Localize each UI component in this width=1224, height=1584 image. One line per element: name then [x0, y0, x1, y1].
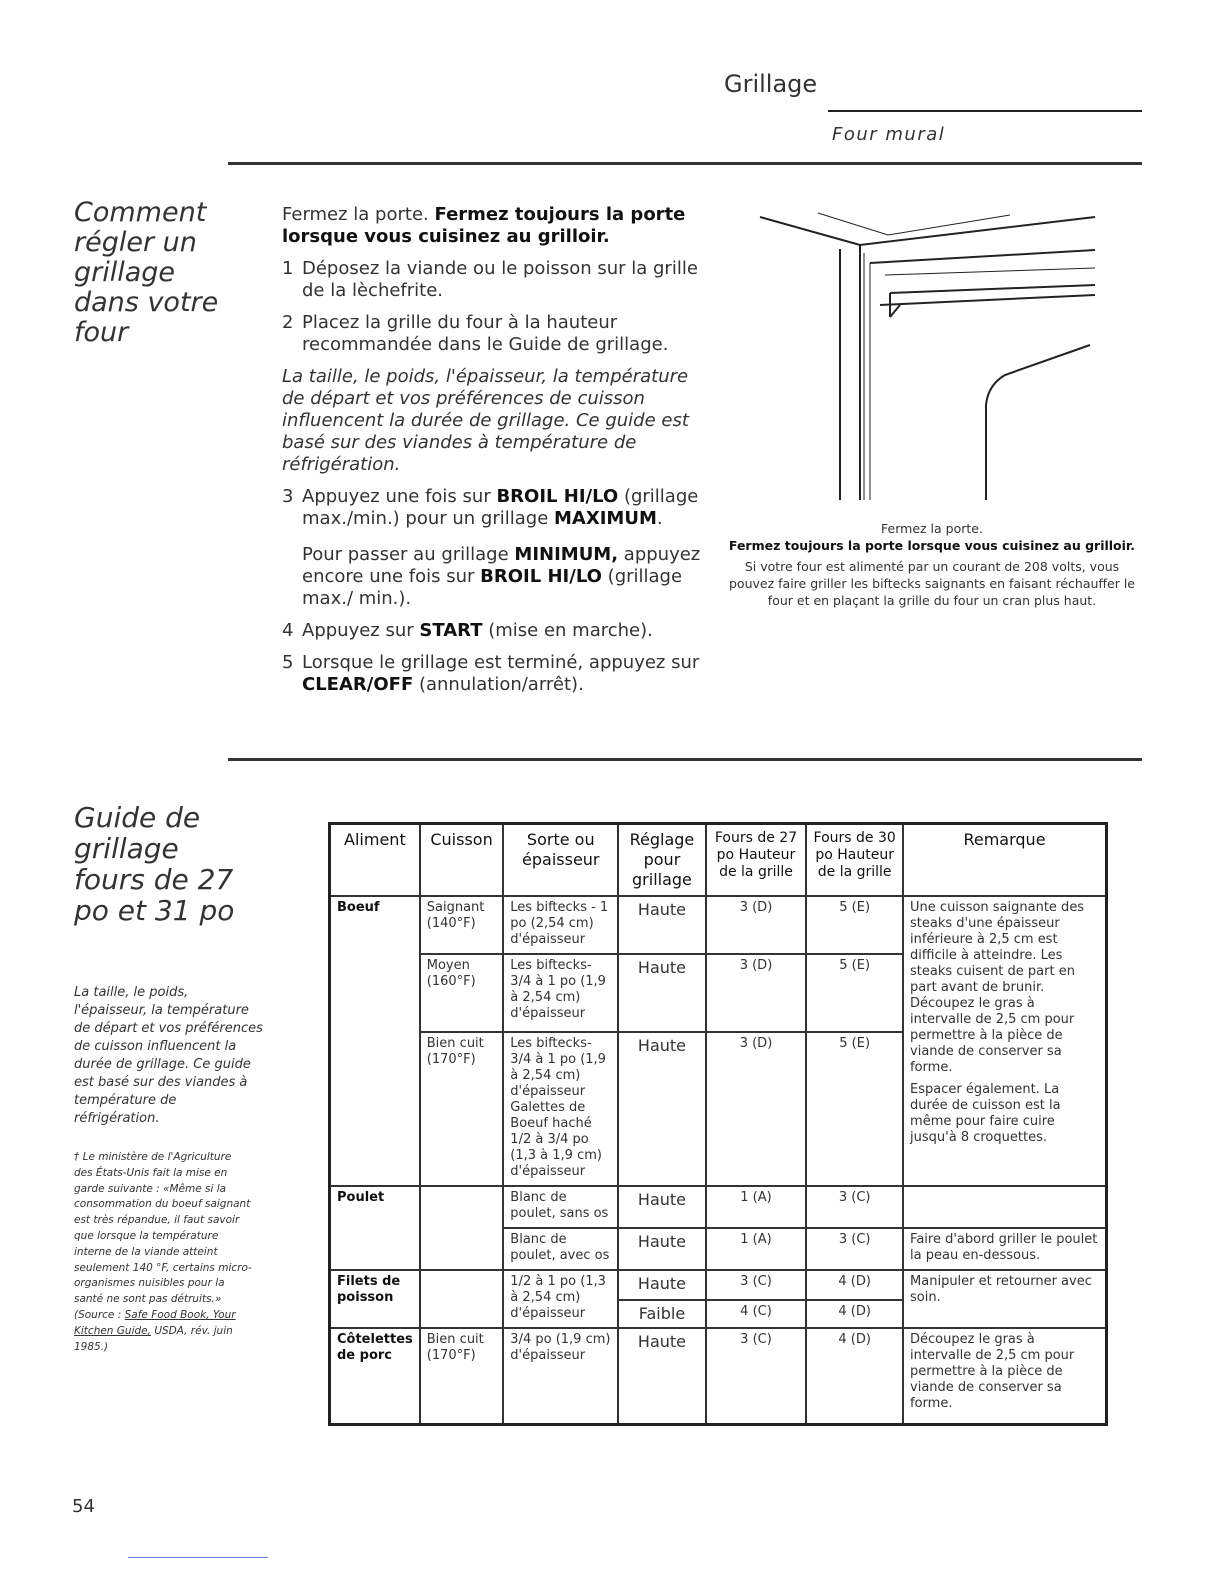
- col-aliment: Aliment: [330, 824, 420, 897]
- step-2: 2 Placez la grille du four à la hauteur recommandée dans le Guide de grillage.: [282, 312, 669, 355]
- broil-instructions: [282, 204, 702, 706]
- food-label: Boeuf: [330, 896, 420, 1186]
- table-row: Blanc de poulet, avec os Haute 1 (A) 3 (C) Faire d'abord griller le poulet la peau en-dessous.: [330, 1228, 1107, 1270]
- col-fours-27: Fours de 27 po Hauteur de la grille: [706, 824, 807, 897]
- table-row: Côtelettes de porc Bien cuit (170°F) 3/4 po (1,9 cm) d'épaisseur Haute 3 (C) 4 (D) Découpez le gras à intervalle de 2,5 cm pour permettre à la pièce de viande de conserver sa forme.: [330, 1328, 1107, 1424]
- step-3-minimum: Pour passer au grillage MINIMUM, appuyez encore une fois sur BROIL HI/LO (grillage max./ min.).: [302, 544, 701, 609]
- remarque-cell: Une cuisson saignante des steaks d'une épaisseur inférieure à 2,5 cm est difficile à atteindre. Les steaks cuisent de part en part avant de brunir. Découpez le gras à intervalle de 2,5 cm pour permettre à la pièce de viande de conserver sa forme. Espacer également. La durée de cuisson est la même pour faire cuire jusqu'à 8 croquettes.: [903, 896, 1106, 1186]
- table-row: Bien cuit (170°F) Les biftecks- 3/4 à 1 po (1,9 à 2,54 cm) d'épaisseur Galettes de Boeuf haché 1/2 à 3/4 po (1,3 à 1,9 cm) d'épaisseur Haute 3 (D) 5 (E): [330, 1032, 1107, 1186]
- page-number: 54: [72, 1496, 95, 1517]
- food-label: Filets de poisson: [330, 1270, 420, 1328]
- page-section-title: Grillage: [724, 70, 818, 98]
- section-divider: [228, 758, 1142, 761]
- page-subtitle: Four mural: [832, 124, 946, 145]
- oven-door-illustration: [740, 205, 1110, 510]
- col-reglage: Réglage pour grillage: [618, 824, 705, 897]
- table-row: Filets de poisson 1/2 à 1 po (1,3 à 2,54 cm) d'épaisseur Haute 3 (C) 4 (D) Manipuler et retourner avec soin.: [330, 1270, 1107, 1300]
- illustration-caption: Fermez la porte. Fermez toujours la porte lorsque vous cuisinez au grilloir. Si votre four est alimenté par un courant de 208 volts, vous pouvez faire griller les biftecks saignants en faisant réchauffer le four et en plaçant la grille du four un cran plus haut.: [728, 521, 1136, 608]
- broil-time-note: La taille, le poids, l'épaisseur, la température de départ et vos préférences de cuisson influencent la durée de grillage. Ce guide est basé sur des viandes à température de réfrigération.: [282, 366, 689, 475]
- col-sorte: Sorte ou épaisseur: [503, 824, 618, 897]
- col-cuisson: Cuisson: [420, 824, 504, 897]
- broil-guide-table: [328, 822, 1108, 1426]
- section-heading-broil-guide: Guide de grillage fours de 27 po et 31 po: [74, 801, 235, 927]
- source-link: Safe Food Book, Your Kitchen Guide,: [74, 1308, 236, 1337]
- table-header-row: [330, 824, 1107, 897]
- header-rule: [828, 110, 1142, 112]
- bottom-rule: [128, 1557, 268, 1558]
- guide-side-note: La taille, le poids, l'épaisseur, la température de départ et vos préférences de cuisson influencent la durée de grillage. Ce guide est basé sur des viandes à température de réfrigération.: [74, 985, 263, 1126]
- step-3: 3 Appuyez une fois sur BROIL HI/LO (grillage max./min.) pour un grillage MAXIMUM.: [282, 486, 699, 529]
- table-row: Boeuf Saignant (140°F) Les biftecks - 1 po (2,54 cm) d'épaisseur Haute 3 (D) 5 (E) Une cuisson saignante des steaks d'une épaisseur inférieure à 2,5 cm est difficile à atteindre. Les steaks cuisent de part en part avant de brunir. Découpez le gras à intervalle de 2,5 cm pour permettre à la pièce de viande de conserver sa forme. Espacer également. La durée de cuisson est la même pour faire cuire jusqu'à 8 croquettes.: [330, 896, 1107, 954]
- table-row: Poulet Blanc de poulet, sans os Haute 1 (A) 3 (C): [330, 1186, 1107, 1228]
- step-1: 1 Déposez la viande ou le poisson sur la grille de la lèchefrite.: [282, 258, 698, 301]
- food-label: Poulet: [330, 1186, 420, 1270]
- table-row: Faible 4 (C) 4 (D): [330, 1300, 1107, 1328]
- col-remarque: Remarque: [903, 824, 1106, 897]
- usda-footnote: † Le ministère de l'Agriculture des États-Unis fait la mise en garde suivante : «Même si la consommation du boeuf saignant est très répandue, il faut savoir que lorsque la température interne de la viande atteint seulement 140 °F, certains micro-organismes nuisibles pour la santé ne sont pas détruits.» (Source : Safe Food Book, Your Kitchen Guide, USDA, rév. juin 1985.): [74, 1151, 252, 1353]
- step-5: 5 Lorsque le grillage est terminé, appuyez sur CLEAR/OFF (annulation/arrêt).: [282, 652, 700, 695]
- food-label: Côtelettes de porc: [330, 1328, 420, 1424]
- section-divider: [228, 162, 1142, 165]
- section-heading-broil-setup: Comment régler un grillage dans votre four: [74, 197, 219, 348]
- step-4: 4 Appuyez sur START (mise en marche).: [282, 620, 653, 641]
- intro-paragraph: Fermez la porte. Fermez toujours la porte lorsque vous cuisinez au grilloir.: [282, 204, 686, 247]
- table-row: Moyen (160°F) Les biftecks- 3/4 à 1 po (1,9 à 2,54 cm) d'épaisseur Haute 3 (D) 5 (E): [330, 954, 1107, 1032]
- col-fours-30: Fours de 30 po Hauteur de la grille: [806, 824, 903, 897]
